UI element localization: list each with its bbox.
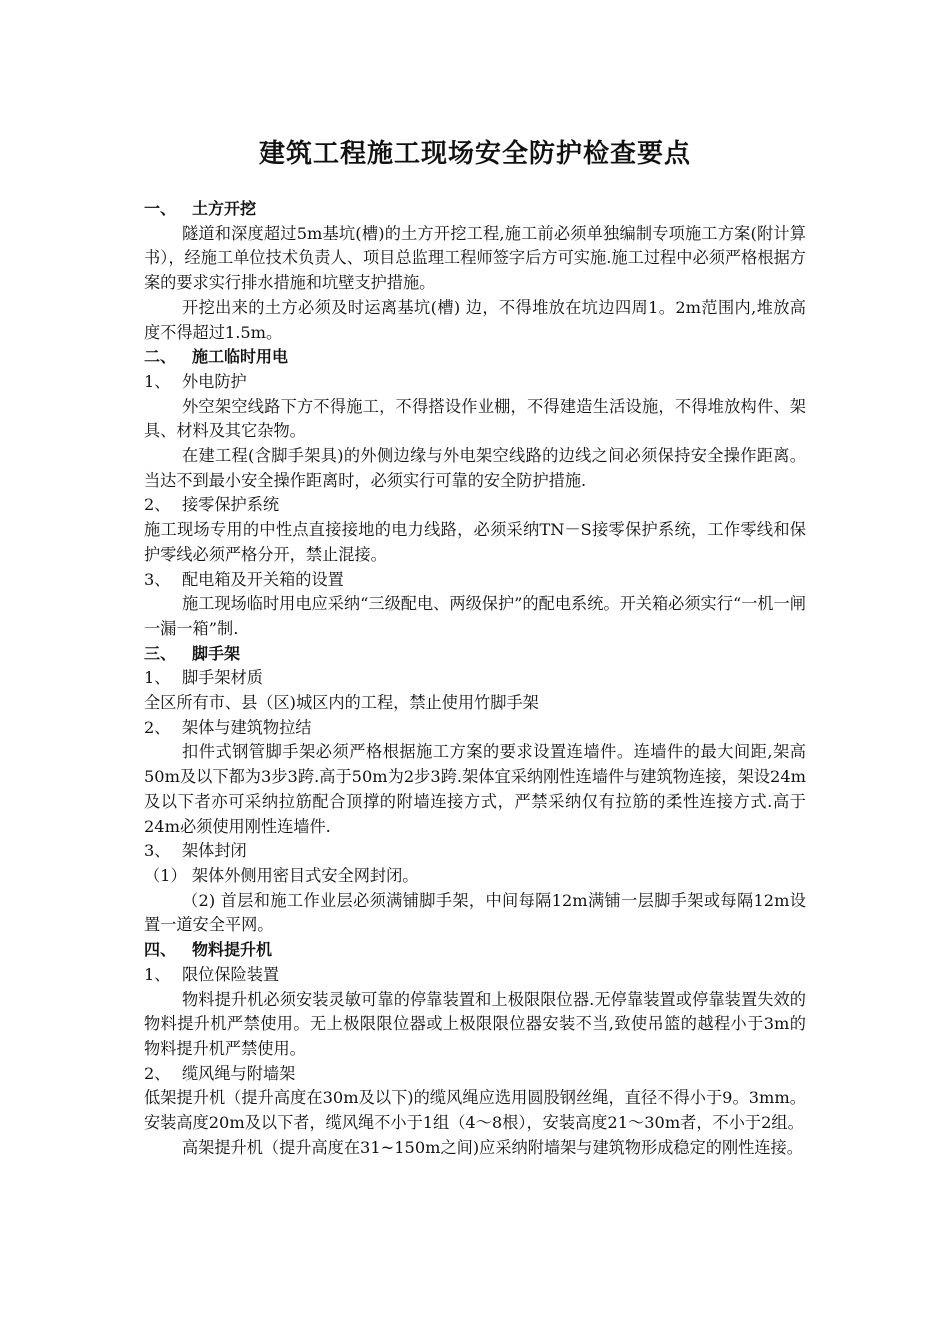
paragraph: 低架提升机（提升高度在30m及以下)的缆风绳应选用圆股钢丝绳，直径不得小于9。3mm。安装高度20m及以下者，缆风绳不小于1组（4～8根），安装高度21～30m者，不小于2组。: [144, 1088, 806, 1133]
subsection-title: 配电箱及开关箱的设置: [182, 569, 344, 589]
document-body: [144, 197, 806, 1160]
subsection-title: 架体封闭: [182, 841, 247, 861]
paragraph: 高架提升机（提升高度在31~150m之间)应采纳附墙架与建筑物形成稳定的刚性连接。: [182, 1137, 803, 1157]
section-title: 脚手架: [192, 643, 241, 663]
subsection-number: 3、: [144, 569, 171, 589]
section-number: 二、: [144, 347, 177, 367]
paragraph: 隧道和深度超过5m基坑(槽)的土方开挖工程,施工前必须单独编制专项施工方案(附计算书），经施工单位技术负责人、项目总监理工程师签字后方可实施.施工过程中必须严格根据方案的要求实行排水措施和坑壁支护措施。: [144, 223, 806, 293]
paragraph: 施工现场临时用电应采纳“三级配电、两级保护”的配电系统。开关箱必须实行“一机一闸一漏一箱”制.: [144, 594, 806, 638]
subsection-number: 1、: [144, 964, 171, 984]
subsection-heading: [144, 716, 806, 741]
subsection-title: 架体与建筑物拉结: [182, 717, 312, 737]
paragraph: 外空架空线路下方不得施工，不得搭设作业棚，不得建造生活设施，不得堆放构件、架具、材料及其它杂物。: [144, 396, 806, 441]
paragraph: 开挖出来的土方必须及时运离基坑(槽) 边，不得堆放在坑边四周1。2m范围内,堆放高度不得超过1.5m。: [144, 297, 806, 342]
subsection-number: 1、: [144, 668, 171, 688]
section-title: 土方开挖: [192, 199, 257, 218]
document-title: 建筑工程施工现场安全防护检查要点: [258, 139, 691, 169]
section-heading-earthwork: [144, 197, 806, 222]
paragraph: 全区所有市、县（区)城区内的工程，禁止使用竹脚手架: [144, 693, 539, 713]
subsection-title: 脚手架材质: [182, 668, 263, 688]
subsection-number: 2、: [144, 495, 171, 515]
subsection-heading: [144, 493, 806, 518]
paragraph: 施工现场专用的中性点直接接地的电力线路，必须采纳TN－S接零保护系统，工作零线和保护零线必须严格分开，禁止混接。: [144, 520, 806, 564]
list-item: （1） 架体外侧用密目式安全网封闭。: [144, 865, 419, 885]
subsection-number: 2、: [144, 717, 171, 737]
subsection-heading: [144, 666, 806, 691]
list-item: （2) 首层和施工作业层必须满铺脚手架，中间每隔12m满铺一层脚手架或每隔12m设置一道安全平网。: [144, 890, 806, 935]
subsection-title: 外电防护: [182, 371, 247, 391]
section-heading-material-hoist: [144, 938, 806, 963]
subsection-title: 接零保护系统: [182, 495, 280, 515]
subsection-heading: [144, 370, 806, 395]
subsection-number: 3、: [144, 841, 171, 861]
subsection-heading: [144, 839, 806, 864]
section-title: 物料提升机: [192, 940, 273, 960]
paragraph: 物料提升机必须安装灵敏可靠的停靠装置和上极限限位器.无停靠装置或停靠装置失效的物料提升机严禁使用。无上极限限位器或上极限限位器安装不当,致使吊篮的越程小于3m的物料提升机严禁使用。: [144, 989, 806, 1058]
section-number: 一、: [144, 199, 177, 218]
paragraph: 在建工程(含脚手架具)的外侧边缘与外电架空线路的边线之间必须保持安全操作距离。当达不到最小安全操作距离时，必须实行可靠的安全防护措施.: [144, 446, 806, 490]
section-heading-scaffolding: [144, 642, 806, 667]
section-title: 施工临时用电: [192, 347, 289, 367]
paragraph: 扣件式钢管脚手架必须严格根据施工方案的要求设置连墙件。连墙件的最大间距,架高50m及以下都为3步3跨.高于50m为2步3跨.架体宜采纳刚性连墙件与建筑物连接，架设24m及以下者亦可采纳拉筋配合顶撑的附墙连接方式，严禁采纳仅有拉筋的柔性连接方式.高于24m必须使用刚性连墙件.: [144, 742, 806, 836]
section-heading-temporary-power: [144, 345, 806, 370]
section-number: 四、: [144, 940, 177, 960]
subsection-number: 1、: [144, 371, 171, 391]
subsection-title: 缆风绳与附墙架: [182, 1063, 296, 1083]
subsection-heading: [144, 1062, 806, 1087]
subsection-heading: [144, 568, 806, 593]
subsection-heading: [144, 963, 806, 988]
subsection-number: 2、: [144, 1063, 171, 1083]
section-number: 三、: [144, 643, 177, 663]
subsection-title: 限位保险装置: [182, 964, 280, 984]
